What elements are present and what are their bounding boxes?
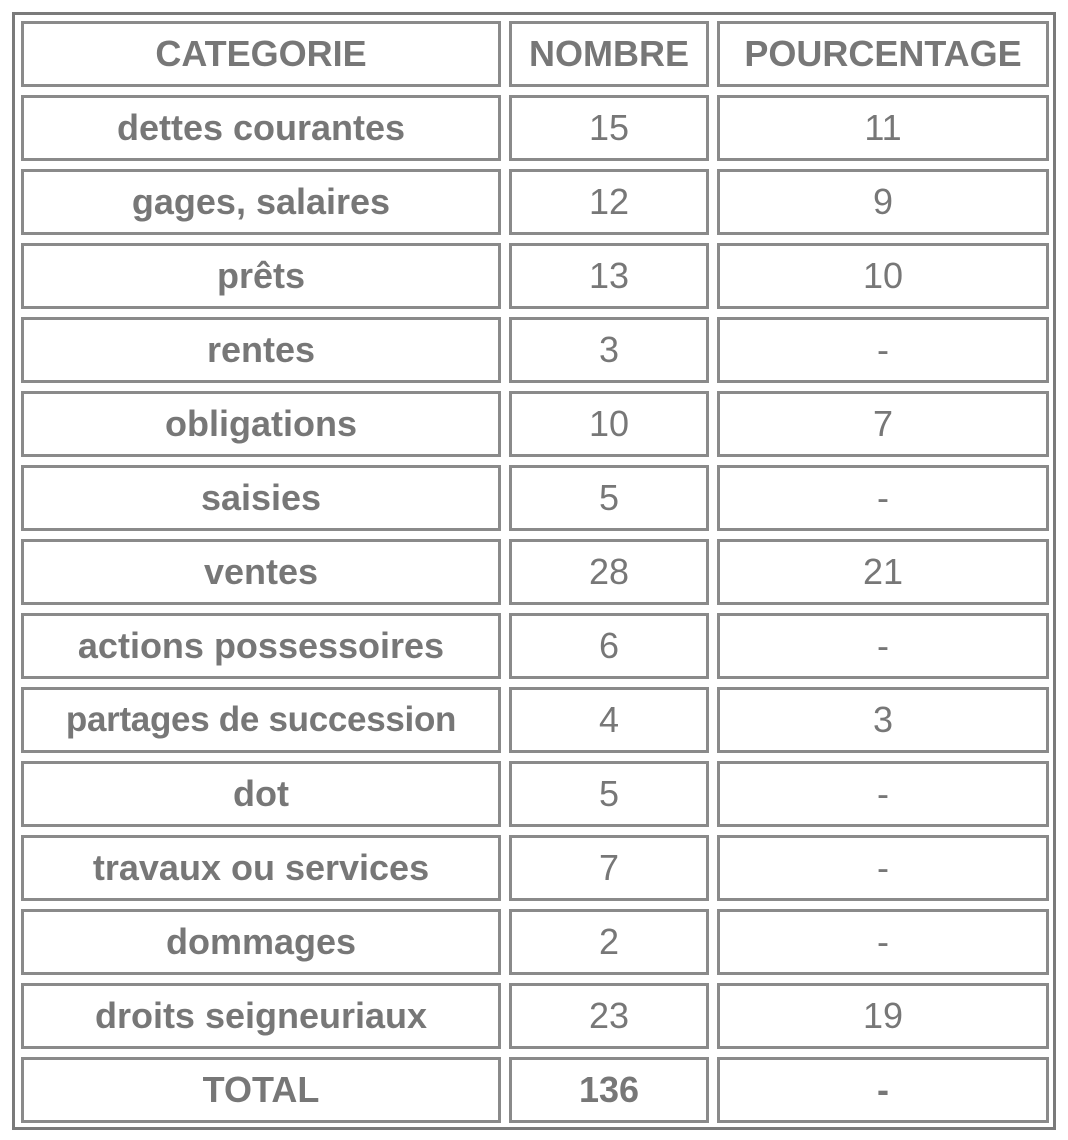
cell-percent: - <box>717 613 1049 679</box>
header-percent: POURCENTAGE <box>717 21 1049 87</box>
cell-percent: 21 <box>717 539 1049 605</box>
cell-category: obligations <box>21 391 501 457</box>
total-label: TOTAL <box>21 1057 501 1123</box>
table-frame <box>12 12 1056 1130</box>
cell-percent: 9 <box>717 169 1049 235</box>
cell-percent: - <box>717 465 1049 531</box>
cell-percent: 10 <box>717 243 1049 309</box>
table-row <box>21 95 1049 161</box>
cell-percent: 11 <box>717 95 1049 161</box>
cell-count: 5 <box>509 465 709 531</box>
cell-count: 28 <box>509 539 709 605</box>
cell-category: saisies <box>21 465 501 531</box>
cell-percent: 19 <box>717 983 1049 1049</box>
table-row <box>21 835 1049 901</box>
cell-category: prêts <box>21 243 501 309</box>
cell-count: 12 <box>509 169 709 235</box>
table-row <box>21 983 1049 1049</box>
cell-count: 7 <box>509 835 709 901</box>
cell-count: 3 <box>509 317 709 383</box>
table-row <box>21 465 1049 531</box>
cell-count: 4 <box>509 687 709 753</box>
cell-percent: - <box>717 761 1049 827</box>
cell-count: 13 <box>509 243 709 309</box>
category-table <box>13 13 1057 1131</box>
cell-category: dot <box>21 761 501 827</box>
cell-percent: - <box>717 909 1049 975</box>
cell-percent: 3 <box>717 687 1049 753</box>
cell-count: 23 <box>509 983 709 1049</box>
cell-category: travaux ou services <box>21 835 501 901</box>
table-row <box>21 391 1049 457</box>
cell-percent: 7 <box>717 391 1049 457</box>
table-header-row <box>21 21 1049 87</box>
cell-count: 5 <box>509 761 709 827</box>
table-row <box>21 169 1049 235</box>
total-percent: - <box>717 1057 1049 1123</box>
table-total-row <box>21 1057 1049 1123</box>
cell-category: rentes <box>21 317 501 383</box>
cell-count: 2 <box>509 909 709 975</box>
table-row <box>21 761 1049 827</box>
cell-category: dommages <box>21 909 501 975</box>
table-row <box>21 687 1049 753</box>
cell-category: partages de succession <box>21 687 501 753</box>
cell-count: 10 <box>509 391 709 457</box>
cell-count: 15 <box>509 95 709 161</box>
cell-category: dettes courantes <box>21 95 501 161</box>
cell-category: gages, salaires <box>21 169 501 235</box>
table-row <box>21 613 1049 679</box>
header-count: NOMBRE <box>509 21 709 87</box>
total-count: 136 <box>509 1057 709 1123</box>
cell-category: actions possessoires <box>21 613 501 679</box>
table-row <box>21 909 1049 975</box>
table-row <box>21 539 1049 605</box>
table-row <box>21 243 1049 309</box>
cell-category: ventes <box>21 539 501 605</box>
cell-percent: - <box>717 835 1049 901</box>
table-row <box>21 317 1049 383</box>
cell-category: droits seigneuriaux <box>21 983 501 1049</box>
cell-percent: - <box>717 317 1049 383</box>
cell-count: 6 <box>509 613 709 679</box>
header-category: CATEGORIE <box>21 21 501 87</box>
